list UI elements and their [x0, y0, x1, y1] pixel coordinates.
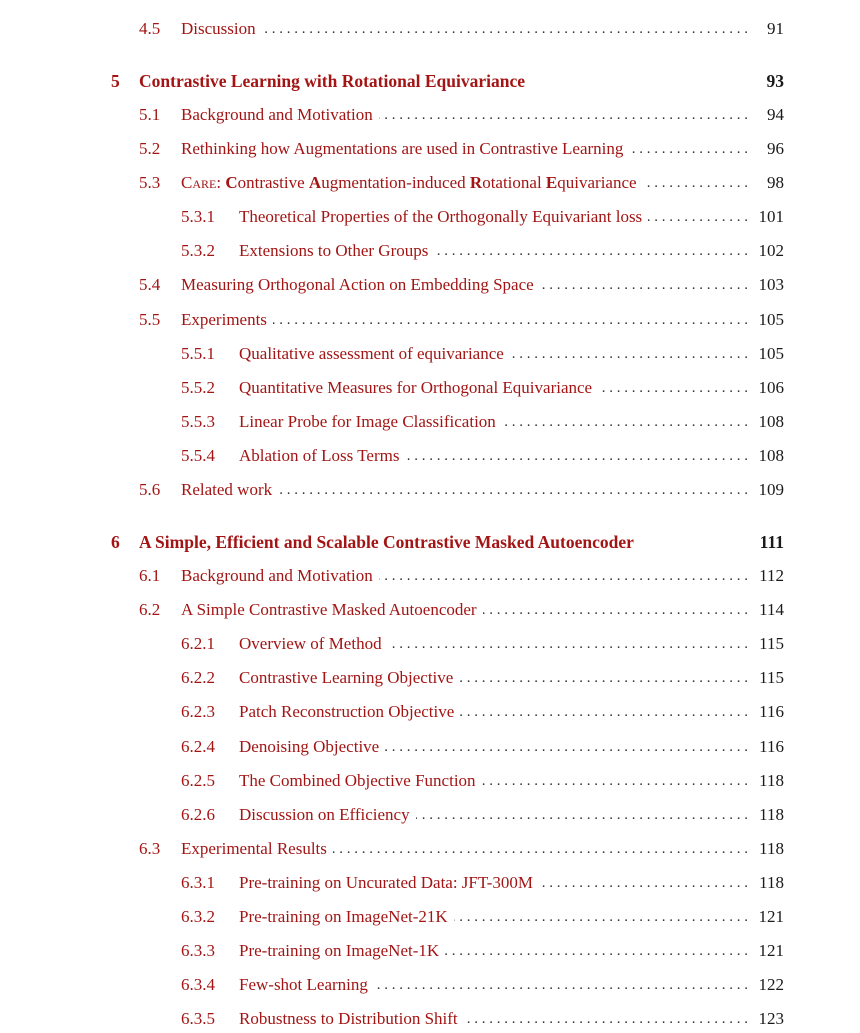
toc-entry-5-6[interactable] — [0, 476, 860, 504]
entry-number: 5.5.2 — [181, 378, 215, 397]
toc-entry-5-5-2[interactable] — [0, 374, 860, 402]
entry-number: 5.3.1 — [181, 207, 215, 226]
entry-number: 6.2.5 — [181, 771, 215, 790]
entry-page-number[interactable]: 118 — [753, 835, 784, 863]
entry-page-number[interactable]: 105 — [753, 340, 785, 368]
entry-number: 6.2 — [139, 600, 161, 619]
toc-entry-6-3-5[interactable] — [0, 1005, 860, 1033]
entry-title-link[interactable]: A Simple, Efficient and Scalable Contrastive Masked Autoencoder — [139, 528, 640, 556]
entry-title-link[interactable]: Pre-training on ImageNet-1K — [239, 937, 445, 965]
entry-number: 6.2.4 — [181, 737, 215, 756]
entry-title-link[interactable]: Few-shot Learning — [239, 971, 374, 999]
entry-title-link[interactable]: Discussion on Efficiency — [239, 801, 416, 829]
entry-title-link[interactable]: Pre-training on Uncurated Data: JFT-300M — [239, 869, 539, 897]
entry-page-number[interactable]: 108 — [753, 408, 785, 436]
chapter-entry-5[interactable] — [0, 67, 860, 95]
entry-number: 5.3.2 — [181, 241, 215, 260]
entry-title-link[interactable]: Experimental Results — [181, 835, 333, 863]
entry-page-number[interactable]: 112 — [753, 562, 784, 590]
entry-number: 6.3.1 — [181, 873, 215, 892]
entry-page-number[interactable]: 106 — [753, 374, 785, 402]
entry-title-link[interactable]: Background and Motivation — [181, 101, 379, 129]
entry-number: 5.5.1 — [181, 344, 215, 363]
entry-title-link[interactable]: Measuring Orthogonal Action on Embedding Space — [181, 271, 540, 299]
entry-page-number[interactable]: 108 — [753, 442, 785, 470]
toc-entry-5-5[interactable] — [0, 306, 860, 334]
toc-entry-5-3-1[interactable] — [0, 203, 860, 231]
entry-page-number[interactable]: 91 — [761, 15, 784, 43]
toc-entry-6-2-1[interactable] — [0, 630, 860, 658]
entry-number: 5.3 — [139, 173, 161, 192]
dot-leader — [181, 15, 748, 43]
entry-page-number[interactable]: 101 — [753, 203, 785, 231]
toc-entry-6-2-6[interactable] — [0, 801, 860, 829]
entry-title-link[interactable]: Theoretical Properties of the Orthogonally Equivariant loss — [239, 203, 648, 231]
entry-number: 5.1 — [139, 105, 161, 124]
toc-entry-4-5[interactable] — [0, 15, 860, 43]
entry-title-link[interactable]: Related work — [181, 476, 278, 504]
entry-title-link[interactable]: Background and Motivation — [181, 562, 379, 590]
entry-title-link[interactable]: Quantitative Measures for Orthogonal Equivariance — [239, 374, 598, 402]
entry-number: 6.2.1 — [181, 634, 215, 653]
toc-entry-6-2-4[interactable] — [0, 733, 860, 761]
entry-page-number[interactable]: 123 — [753, 1005, 785, 1033]
entry-title-link[interactable]: Contrastive Learning with Rotational Equivariance — [139, 67, 531, 95]
entry-number: 6.2.6 — [181, 805, 215, 824]
toc-entry-6-2-3[interactable] — [0, 698, 860, 726]
entry-title-link[interactable]: The Combined Objective Function — [239, 767, 482, 795]
entry-page-number[interactable]: 115 — [753, 664, 784, 692]
toc-entry-5-5-1[interactable] — [0, 340, 860, 368]
entry-title-link[interactable]: Patch Reconstruction Objective — [239, 698, 460, 726]
entry-title-link[interactable]: Ablation of Loss Terms — [239, 442, 405, 470]
entry-page-number[interactable]: 118 — [753, 869, 784, 897]
entry-number: 5.5.3 — [181, 412, 215, 431]
toc-entry-5-5-4[interactable] — [0, 442, 860, 470]
toc-entry-6-2-2[interactable] — [0, 664, 860, 692]
entry-page-number[interactable]: 96 — [761, 135, 784, 163]
entry-number: 6.3.5 — [181, 1009, 215, 1028]
toc-entry-6-2[interactable] — [0, 596, 860, 624]
entry-page-number[interactable]: 116 — [753, 698, 784, 726]
entry-number: 6.2.2 — [181, 668, 215, 687]
toc-entry-5-1[interactable] — [0, 101, 860, 129]
toc-entry-6-2-5[interactable] — [0, 767, 860, 795]
entry-title-link[interactable]: Qualitative assessment of equivariance — [239, 340, 510, 368]
entry-page-number[interactable]: 121 — [753, 937, 785, 965]
entry-number: 6.3.3 — [181, 941, 215, 960]
entry-number: 5.5.4 — [181, 446, 215, 465]
entry-number: 4.5 — [139, 19, 161, 38]
entry-number: 6.3 — [139, 839, 161, 858]
entry-number: 5.2 — [139, 139, 161, 158]
entry-number: 5 — [111, 71, 120, 91]
toc-entry-6-3[interactable] — [0, 835, 860, 863]
toc-entry-6-3-4[interactable] — [0, 971, 860, 999]
entry-page-number[interactable]: 98 — [761, 169, 784, 197]
entry-number: 5.6 — [139, 480, 161, 499]
entry-number: 6.3.2 — [181, 907, 215, 926]
entry-page-number[interactable]: 111 — [754, 528, 784, 556]
entry-page-number[interactable]: 121 — [753, 903, 785, 931]
entry-title-link[interactable]: A Simple Contrastive Masked Autoencoder — [181, 596, 483, 624]
entry-number: 6.2.3 — [181, 702, 215, 721]
entry-title-link[interactable]: Experiments — [181, 306, 273, 334]
entry-page-number[interactable]: 114 — [753, 596, 784, 624]
entry-page-number[interactable]: 118 — [753, 801, 784, 829]
toc-entry-5-5-3[interactable] — [0, 408, 860, 436]
entry-page-number[interactable]: 115 — [753, 630, 784, 658]
entry-page-number[interactable]: 116 — [753, 733, 784, 761]
entry-page-number[interactable]: 109 — [753, 476, 785, 504]
toc-entry-6-3-1[interactable] — [0, 869, 860, 897]
entry-title-link[interactable]: Discussion — [181, 15, 262, 43]
toc-entry-5-4[interactable] — [0, 271, 860, 299]
entry-title-link[interactable]: Overview of Method — [239, 630, 388, 658]
entry-title-link[interactable]: Care: Contrastive Augmentation-induced Rotational Equivariance — [181, 169, 643, 197]
toc-entry-5-2[interactable] — [0, 135, 860, 163]
entry-title-link[interactable]: Pre-training on ImageNet-21K — [239, 903, 454, 931]
entry-page-number[interactable]: 94 — [761, 101, 784, 129]
entry-number: 5.5 — [139, 310, 161, 329]
entry-title-link[interactable]: Robustness to Distribution Shift — [239, 1005, 464, 1033]
toc-entry-5-3[interactable] — [0, 169, 860, 197]
entry-page-number[interactable]: 122 — [753, 971, 785, 999]
entry-number: 6.3.4 — [181, 975, 215, 994]
entry-number: 6.1 — [139, 566, 161, 585]
entry-number: 5.4 — [139, 275, 161, 294]
entry-page-number[interactable]: 105 — [753, 306, 785, 334]
entry-page-number[interactable]: 93 — [761, 67, 785, 95]
entry-title-link[interactable]: Denoising Objective — [239, 733, 385, 761]
entry-page-number[interactable]: 102 — [753, 237, 785, 265]
toc-entry-6-1[interactable] — [0, 562, 860, 590]
chapter-entry-6[interactable] — [0, 528, 860, 556]
entry-title-link[interactable]: Rethinking how Augmentations are used in Contrastive Learning — [181, 135, 629, 163]
entry-number: 6 — [111, 532, 120, 552]
entry-page-number[interactable]: 103 — [753, 271, 785, 299]
toc-entry-5-3-2[interactable] — [0, 237, 860, 265]
entry-title-link[interactable]: Linear Probe for Image Classification — [239, 408, 502, 436]
toc-entry-6-3-2[interactable] — [0, 903, 860, 931]
entry-page-number[interactable]: 118 — [753, 767, 784, 795]
entry-title-link[interactable]: Extensions to Other Groups — [239, 237, 434, 265]
toc-entry-6-3-3[interactable] — [0, 937, 860, 965]
entry-title-link[interactable]: Contrastive Learning Objective — [239, 664, 459, 692]
